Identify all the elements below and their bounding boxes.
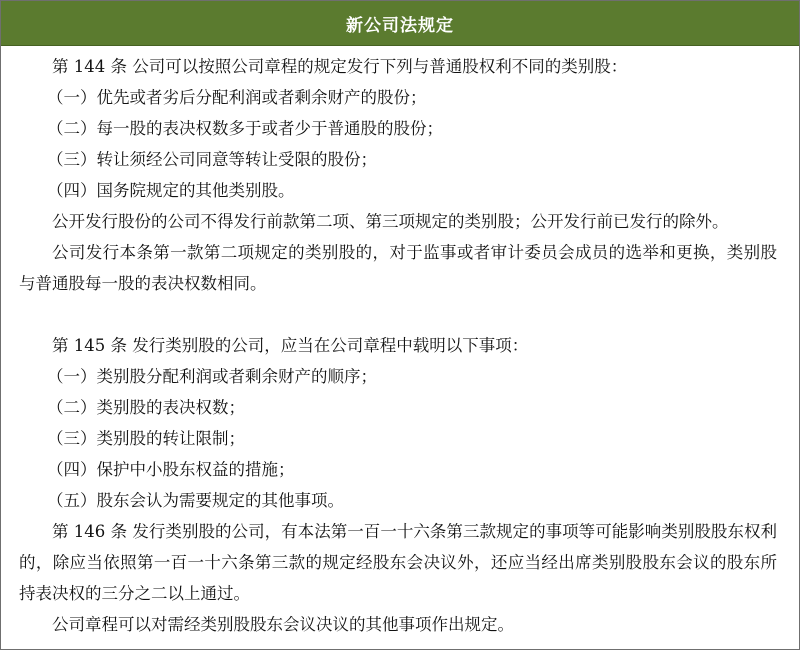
article-145-item-1: （一）类别股分配利润或者剩余财产的顺序；: [47, 367, 377, 386]
section-gap: [19, 299, 777, 330]
panel-header: [1, 1, 799, 46]
article-144-paragraph-3: 公司发行本条第一款第二项规定的类别股的，对于监事或者审计委员会成员的选举和更换，类别股与普通股每一股的表决权数相同。: [19, 243, 777, 293]
article-145-item-3: （三）类别股的转让限制；: [47, 429, 245, 448]
article-144-item-2: （二）每一股的表决权数多于或者少于普通股的股份；: [47, 119, 443, 138]
article-144-paragraph-2: 公开发行股份的公司不得发行前款第二项、第三项规定的类别股；公开发行前已发行的除外。: [52, 212, 729, 231]
article-144-intro: 第 144 条 公司可以按照公司章程的规定发行下列与普通股权利不同的类别股：: [52, 57, 628, 76]
article-145-item-5: （五）股东会认为需要规定的其他事项。: [47, 491, 344, 510]
article-145-item-2: （二）类别股的表决权数；: [47, 398, 245, 417]
article-144-item-4: （四）国务院规定的其他类别股。: [47, 181, 295, 200]
article-146-paragraph-1: 第 146 条 发行类别股的公司，有本法第一百一十六条第三款规定的事项等可能影响类别股股东权利的，除应当依照第一百一十六条第三款的规定经股东会决议外，还应当经出席类别股股东会议的股东所持表决权的三分之二以上通过。: [19, 522, 777, 603]
article-145-item-4: （四）保护中小股东权益的措施；: [47, 460, 295, 479]
article-144-item-1: （一）优先或者劣后分配利润或者剩余财产的股份；: [47, 88, 427, 107]
article-145-intro: 第 145 条 发行类别股的公司，应当在公司章程中载明以下事项：: [52, 336, 529, 355]
document-body: [1, 46, 799, 640]
article-146-paragraph-2: 公司章程可以对需经类别股股东会议决议的其他事项作出规定。: [52, 615, 514, 634]
header-title: 新公司法规定: [346, 15, 454, 36]
article-144-item-3: （三）转让须经公司同意等转让受限的股份；: [47, 150, 377, 169]
